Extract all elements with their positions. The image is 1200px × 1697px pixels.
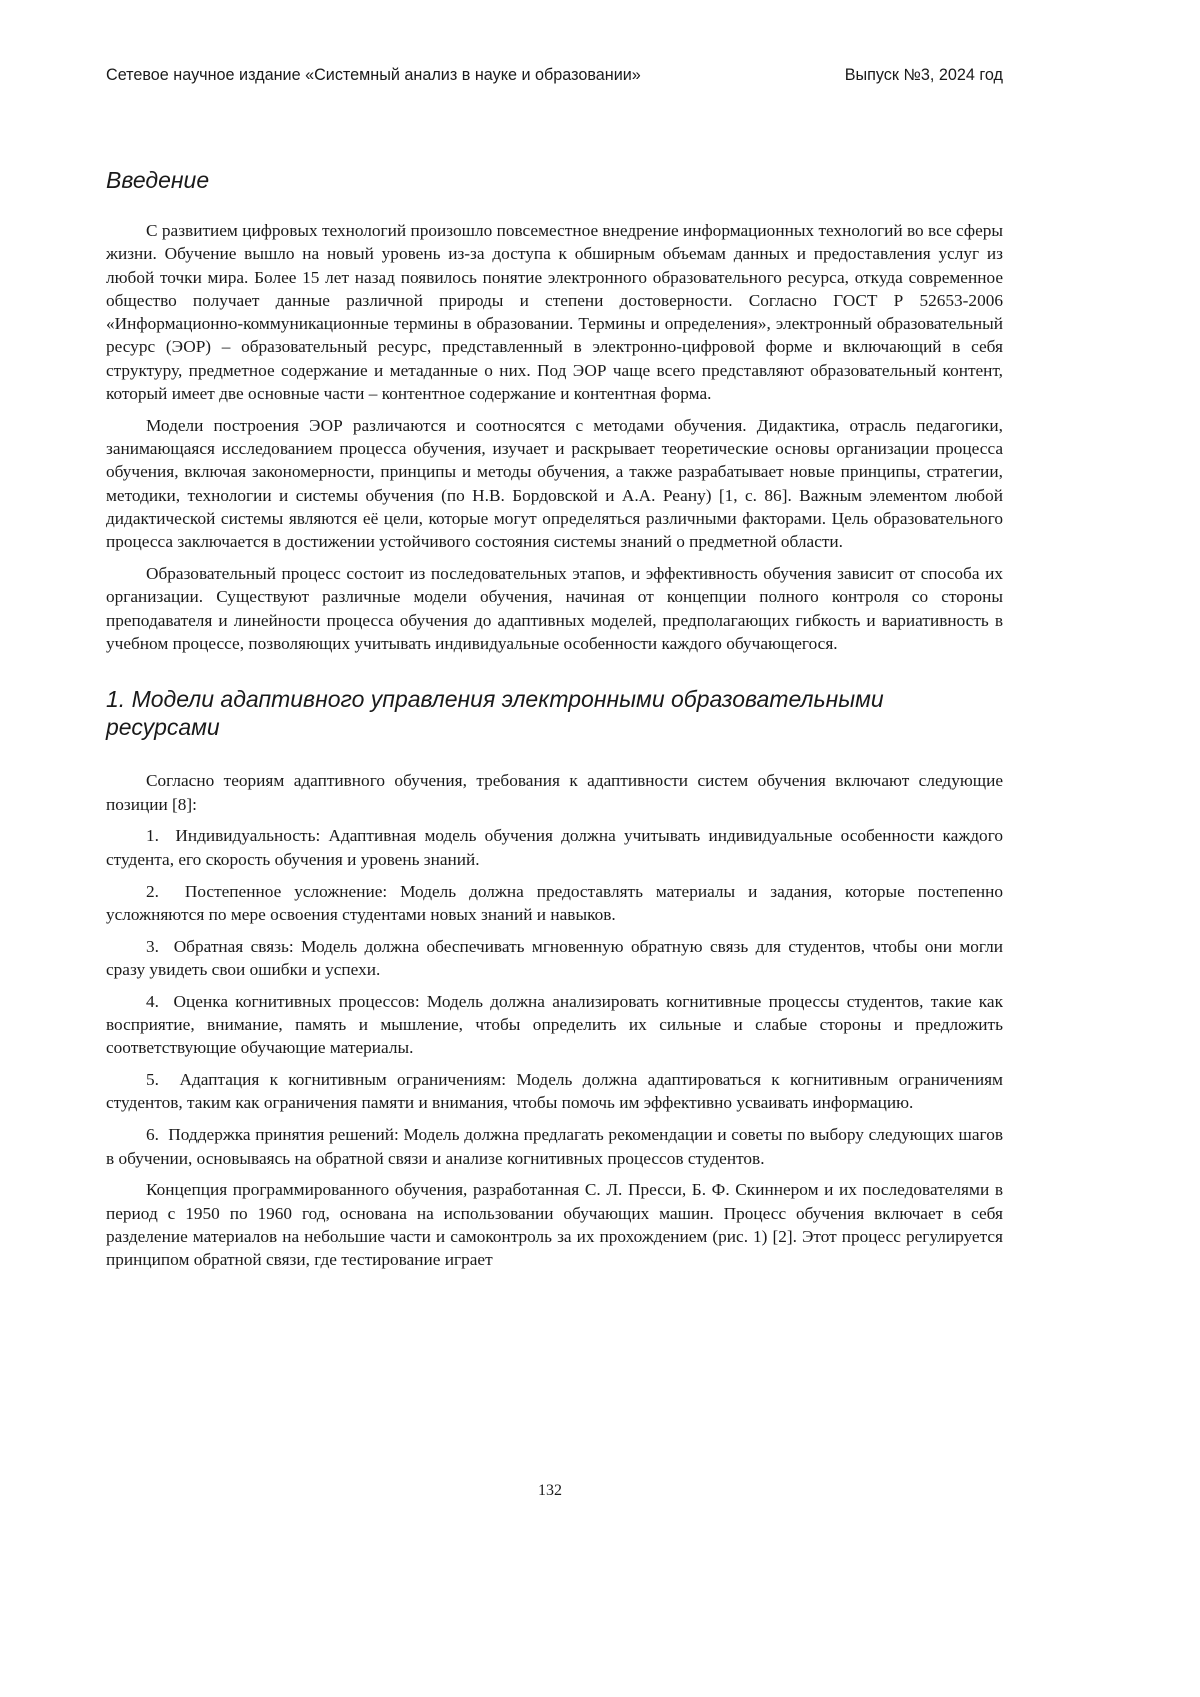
section1-heading: 1. Модели адаптивного управления электронными образовательными ресурсами <box>106 686 884 741</box>
section1-closing-paragraph: Концепция программированного обучения, разработанная С. Л. Пресси, Б. Ф. Скиннером и их последователями в период с 1950 по 1960 год, основана на использовании обучающих машин. Процесс обучения включает в себя разделение материалов на небольшие части и самоконтроль за их прохождением (рис. 1) [2]. Этот процесс регулируется принципом обратной связи, где тестирование играет <box>106 1180 1003 1270</box>
intro-paragraph-2: Модели построения ЭОР различаются и соотносятся с методами обучения. Дидактика, отрасль педагогики, занимающаяся исследованием процесса обучения, изучает и раскрывает теоретические основы организации процесса обучения, включая закономерности, принципы и методы обучения, а также разрабатывает новые принципы, стратегии, методики, технологии и системы обучения (по Н.В. Бордовской и А.А. Реану) [1, с. 86]. Важным элементом любой дидактической системы являются её цели, которые могут определяться различными факторами. Цель образовательного процесса заключается в достижении устойчивого состояния системы знаний о предметной области. <box>106 415 1003 552</box>
journal-title: Сетевое научное издание «Системный анализ в науке и образовании» <box>106 66 641 84</box>
issue-info: Выпуск №3, 2024 год <box>844 66 1003 84</box>
running-header <box>106 66 1003 85</box>
requirement-item-5: 5. Адаптация к когнитивным ограничениям: Модель должна адаптироваться к когнитивным ограничениям студентов, таким как ограничения памяти и внимания, чтобы помочь им эффективно усваивать информацию. <box>106 1070 1003 1113</box>
requirement-item-6: 6. Поддержка принятия решений: Модель должна предлагать рекомендации и советы по выбору следующих шагов в обучении, основываясь на обратной связи и анализе когнитивных процессов студентов. <box>106 1125 1003 1168</box>
intro-heading: Введение <box>106 167 210 193</box>
requirement-item-3: 3. Обратная связь: Модель должна обеспечивать мгновенную обратную связь для студентов, чтобы они могли сразу увидеть свои ошибки и успехи. <box>106 936 1003 979</box>
requirement-item-4: 4. Оценка когнитивных процессов: Модель должна анализировать когнитивные процессы студентов, такие как восприятие, внимание, память и мышление, чтобы определить их сильные и слабые стороны и предложить соответствующие обучающие материалы. <box>106 991 1003 1058</box>
page-number: 132 <box>538 1482 562 1499</box>
intro-paragraph-1: С развитием цифровых технологий произошло повсеместное внедрение информационных технологий во все сферы жизни. Обучение вышло на новый уровень из-за доступа к обширным объемам данных и предоставления услуг из любой точки мира. Более 15 лет назад появилось понятие электронного образовательного ресурса, откуда современное общество получает данные различной природы и степени достоверности. Согласно ГОСТ Р 52653-2006 «Информационно-коммуникационные термины в образовании. Термины и определения», электронный образовательный ресурс (ЭОР) – образовательный ресурс, представленный в электронно-цифровой форме и включающий в себя структуру, предметное содержание и метаданные о них. Под ЭОР чаще всего представляют образовательный контент, который имеет две основные части – контентное содержание и контентная форма. <box>106 221 1003 404</box>
section1-lead-paragraph: Согласно теориям адаптивного обучения, требования к адаптивности систем обучения включают следующие позиции [8]: <box>106 771 1003 814</box>
requirement-item-2: 2. Постепенное усложнение: Модель должна предоставлять материалы и задания, которые постепенно усложняются по мере освоения студентами новых знаний и навыков. <box>106 881 1003 924</box>
article-body <box>106 166 1003 1280</box>
requirement-item-1: 1. Индивидуальность: Адаптивная модель обучения должна учитывать индивидуальные особенности каждого студента, его скорость обучения и уровень знаний. <box>106 826 1003 869</box>
intro-paragraph-3: Образовательный процесс состоит из последовательных этапов, и эффективность обучения зависит от способа их организации. Существуют различные модели обучения, начиная от концепции полного контроля со стороны преподавателя и линейности процесса обучения до адаптивных моделей, предполагающих гибкость и вариативность в учебном процессе, позволяющих учитывать индивидуальные особенности каждого обучающегося. <box>106 564 1003 654</box>
